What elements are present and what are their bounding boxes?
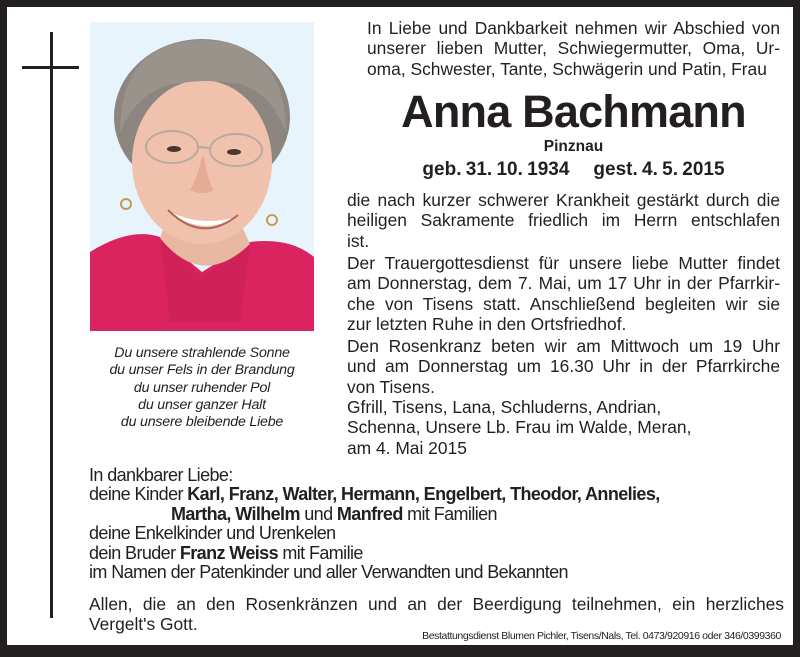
- deceased-place: Pinznau: [543, 138, 604, 155]
- verse-line: du unser ruhender Pol: [133, 379, 271, 396]
- thanks-text: [89, 594, 784, 635]
- life-dates: [367, 159, 780, 181]
- others-line: im Namen der Patenkinder und aller Verwandten und Bekannten: [89, 562, 568, 583]
- portrait-illustration: [90, 22, 314, 331]
- paragraph-line: und am Donnerstag um 16.30 Uhr in der Pfarrkirche: [347, 356, 780, 377]
- paragraph-line: die nach kurzer schwerer Krankheit gestärkt durch die: [347, 190, 780, 210]
- verse-line: du unsere bleibende Liebe: [120, 414, 284, 431]
- birth-date: geb. 31. 10. 1934: [422, 159, 570, 180]
- children-line: [89, 485, 789, 504]
- rosary-paragraph: [347, 336, 780, 397]
- passing-paragraph: [347, 190, 780, 251]
- intro-text: [367, 18, 780, 79]
- grandchildren-line: deine Enkelkinder und Urenkelen: [89, 523, 336, 544]
- thanks-line: Allen, die an den Rosenkränzen und an der Beerdigung teilnehmen, ein herzliches: [89, 594, 784, 614]
- death-date: gest. 4. 5. 2015: [593, 159, 725, 180]
- funeral-service-footer: Bestattungsdienst Blumen Pichler, Tisens/Nals, Tel. 0473/920916 oder 346/0399360: [422, 630, 781, 642]
- paragraph-line: heiligen Sakramente friedlich im Herrn entschlafen: [347, 210, 780, 231]
- brother-line: [89, 544, 789, 563]
- children-prefix: deine Kinder: [89, 484, 188, 505]
- paragraph-line: Gfrill, Tisens, Lana, Schluderns, Andrian,: [347, 397, 662, 417]
- verse-line: du unser ganzer Halt: [138, 396, 266, 413]
- obituary-card: [7, 7, 793, 645]
- verse-line: du unser Fels in der Brandung: [109, 362, 295, 379]
- brother-prefix: dein Bruder: [89, 542, 180, 563]
- children-names: Martha, Wilhelm: [171, 503, 300, 524]
- intro-line: In Liebe und Dankbarkeit nehmen wir Abschied von: [367, 18, 780, 38]
- paragraph-line: zur letzten Ruhe in den Ortsfriedhof.: [347, 314, 627, 335]
- deceased-name: Anna Bachmann: [401, 86, 746, 137]
- paragraph-line: von Tisens.: [347, 376, 435, 397]
- mourners-list: [89, 466, 789, 582]
- intro-line: unserer lieben Mutter, Schwiegermutter, Oma, Ur-: [367, 38, 780, 59]
- paragraph-line: ist.: [347, 230, 370, 251]
- paragraph-line: Den Rosenkranz beten wir am Mittwoch um 19 Uhr: [347, 336, 780, 356]
- funeral-paragraph: [347, 253, 780, 335]
- conjunction: und: [299, 503, 337, 524]
- paragraph-line: am 4. Mai 2015: [347, 437, 467, 458]
- paragraph-line: am Donnerstag, dem 7. Mai, um 17 Uhr in der Pfarrkir-: [347, 273, 780, 294]
- children-suffix: mit Familien: [402, 503, 497, 524]
- intro-line: oma, Schwester, Tante, Schwägerin und Patin, Frau: [367, 58, 767, 79]
- portrait-photo: [90, 22, 314, 331]
- children-names: Karl, Franz, Walter, Hermann, Engelbert, Theodor, Annelies,: [187, 484, 660, 505]
- brother-suffix: mit Familie: [277, 542, 363, 563]
- cross-icon-crossbar: [22, 66, 79, 69]
- paragraph-line: Schenna, Unsere Lb. Frau im Walde, Meran,: [347, 417, 692, 438]
- brother-name: Franz Weiss: [179, 542, 278, 563]
- children-line-2: [89, 505, 789, 524]
- children-names: Manfred: [336, 503, 403, 524]
- cross-icon: [50, 32, 53, 618]
- memorial-verse: [85, 345, 319, 431]
- mourners-heading: In dankbarer Liebe:: [89, 465, 233, 485]
- paragraph-line: che von Tisens statt. Anschließend begleiten wir sie: [347, 293, 780, 314]
- paragraph-line: Der Trauergottesdienst für unsere liebe Mutter findet: [347, 253, 780, 273]
- thanks-line: Vergelt's Gott.: [89, 614, 198, 635]
- verse-line: Du unsere strahlende Sonne: [114, 345, 290, 361]
- places-paragraph: [347, 397, 780, 458]
